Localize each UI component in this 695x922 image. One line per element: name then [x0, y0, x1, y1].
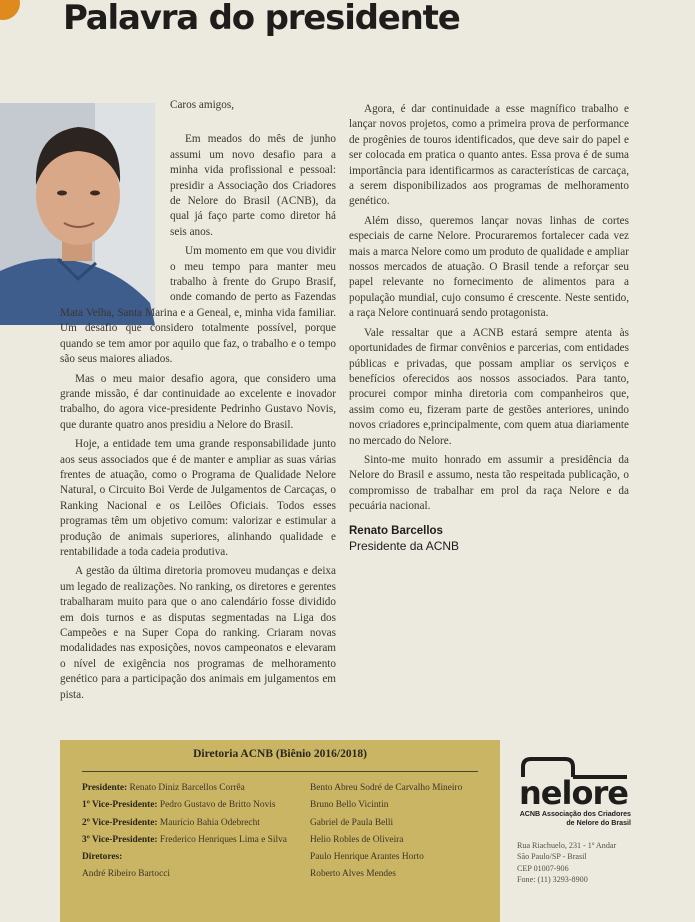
board-title: Diretoria ACNB (Biênio 2016/2018) — [193, 748, 367, 760]
board-role: 2º Vice-Presidente: — [82, 817, 158, 828]
article-paragraph: A gestão da última diretoria promoveu mudanças e deixa um legado de realizações. No ranking, os diretores e gerentes trabalharam muito para que o ano calendário fosse dividido em dois turnos e as disputas segmentadas na Liga dos Campeões e na Super Copa do ranking. Criaram novas modalidades nas exposições, novos campeonatos e elevaram o nível de exigência nos programas de melhoramento genético para a participação dos animais em julgamentos em pista. — [60, 565, 336, 701]
board-member: Bruno Bello Vicintin — [310, 800, 389, 811]
board-row — [82, 797, 302, 814]
address-line: CEP 01007-906 — [517, 863, 569, 873]
article-paragraph: Agora, é dar continuidade a esse magnífico trabalho e lançar novos projetos, como a primeira prova de performance de progênies de touros identificados, que deve sair do papel e ser colocada em pratica o quanto antes. Essa prova é de suma importância para identificarmos as características de carcaça, a serem disponibilizados aos programas de melhoramento genético. — [349, 103, 629, 208]
board-box — [60, 740, 500, 922]
logo-subtitle-line: ACNB Associação dos Criadores — [519, 810, 631, 818]
board-member: Roberto Alves Mendes — [310, 869, 396, 880]
board-member: André Ribeiro Bartocci — [82, 869, 170, 880]
greeting: Caros amigos, — [170, 99, 235, 111]
address-line: Fone: (11) 3293-8900 — [517, 875, 588, 885]
address-line: São Paulo/SP - Brasil — [517, 852, 587, 862]
article-paragraph: Hoje, a entidade tem uma grande responsabilidade junto aos seus associados que é de manter e ampliar as suas várias frentes de atuação, como o Programa de Qualidade Nelore Natural, o Circuito Boi Verde de Julgamentos de Carcaças, o Ranking Nacional e os Leilões Oficiais. Todos esses programas têm um objetivo comum: valorizar e estimular a produção de animais superiores, alinhando qualidade e rentabilidade a toda cadeia produtiva. — [60, 438, 336, 558]
board-row — [82, 815, 302, 832]
signature-name: Renato Barcellos — [349, 524, 443, 537]
logo-subtitle — [519, 810, 631, 827]
article-column-left — [60, 98, 336, 703]
page-title: Palavra do presidente — [63, 0, 460, 38]
board-row — [82, 866, 302, 883]
board-row — [82, 849, 302, 866]
board-member: Paulo Henrique Arantes Horto — [310, 852, 424, 863]
article-paragraph: Um momento em que vou dividir o meu tempo para manter meu trabalho à frente do Grupo Brasif, onde comando de perto as Fazendas Mata Velha, Santa Marina e a Geneal, e, minha vida familiar. Um desafio que considero totalmente possível, porque quando se tem amor por aquilo que faz, o trabalho e o tempo são seus maiores aliados. — [60, 245, 336, 366]
board-role: Diretores: — [82, 852, 123, 863]
board-member: Bento Abreu Sodré de Carvalho Mineiro — [310, 783, 463, 793]
logo-subtitle-line: de Nelore do Brasil — [566, 818, 631, 827]
board-member: Frederico Henriques Lima e Silva — [159, 834, 287, 845]
photo-spacer — [60, 98, 170, 298]
board-member: Renato Diniz Barcellos Corrêa — [129, 783, 245, 793]
board-member: Pedro Gustavo de Britto Novis — [159, 800, 276, 811]
article-paragraph: Além disso, queremos lançar novas linhas de cortes especiais de carne Nelore. Procuraremos fortalecer cada vez mais a marca Nelore como um produto de qualidade e ampliar nossos mercados de atuação. O Brasil tende a reforçar seu papel relevante no fornecimento de alimentos para a população mundial, cujo consumo é crescente. Neste sentido, a raça Nelore continuará sendo protagonista. — [349, 214, 629, 320]
board-role: 1º Vice-Presidente: — [82, 800, 158, 811]
article-paragraph: Vale ressaltar que a ACNB estará sempre atenta às oportunidades de firmar convênios e parcerias, com entidades públicas e privadas, que possam ampliar os serviços e benefícios oferecidos aos nossos associados. Para tanto, procurei compor minha diretoria com companheiros que, assim como eu, fizeram parte de gestões anteriores, unindo novos criadores e,principalmente, com quem atua diariamente no mercado do Nelore. — [349, 326, 629, 447]
board-member: Gabriel de Paula Belli — [310, 817, 394, 828]
board-row — [82, 780, 302, 797]
signature-role: Presidente da ACNB — [349, 538, 460, 553]
board-list-right — [310, 780, 500, 884]
board-role: Presidente: — [82, 783, 128, 793]
contact-address — [517, 840, 637, 886]
nelore-logo — [519, 755, 631, 827]
article-paragraph: Mas o meu maior desafio agora, que considero uma grande missão, é dar continuidade ao excelente e inovador trabalho, do agora vice-presidente Pedrinho Gustavo Novis, que durante quatro anos presidiu a Nelore do Brasil. — [60, 372, 336, 431]
corner-accent — [0, 0, 20, 20]
board-divider — [82, 771, 478, 772]
board-role: 3º Vice-Presidente: — [82, 834, 158, 845]
article-paragraph: Em meados do mês de junho assumi um novo desafio para a minha vida profissional e pessoal: presidir a Associação dos Criadores de Nelore do Brasil (ACNB), da qual já faço parte como diretor há seis anos. — [170, 133, 336, 238]
board-member: Maurício Bahia Odebrecht — [159, 817, 260, 828]
signature — [349, 524, 629, 555]
article-paragraph: Sinto-me muito honrado em assumir a presidência da Nelore do Brasil e assumo, nesta tão respeitada publicação, o compromisso de trabalhar em prol da raça Nelore e da pecuária nacional. — [349, 453, 629, 513]
article-column-right — [349, 98, 629, 554]
logo-word: nelore — [519, 774, 628, 812]
board-list-left — [82, 780, 302, 884]
address-line: Rua Riachuelo, 231 - 1º Andar — [517, 841, 617, 850]
board-row — [82, 832, 302, 849]
board-member: Helio Robles de Oliveira — [310, 834, 404, 845]
